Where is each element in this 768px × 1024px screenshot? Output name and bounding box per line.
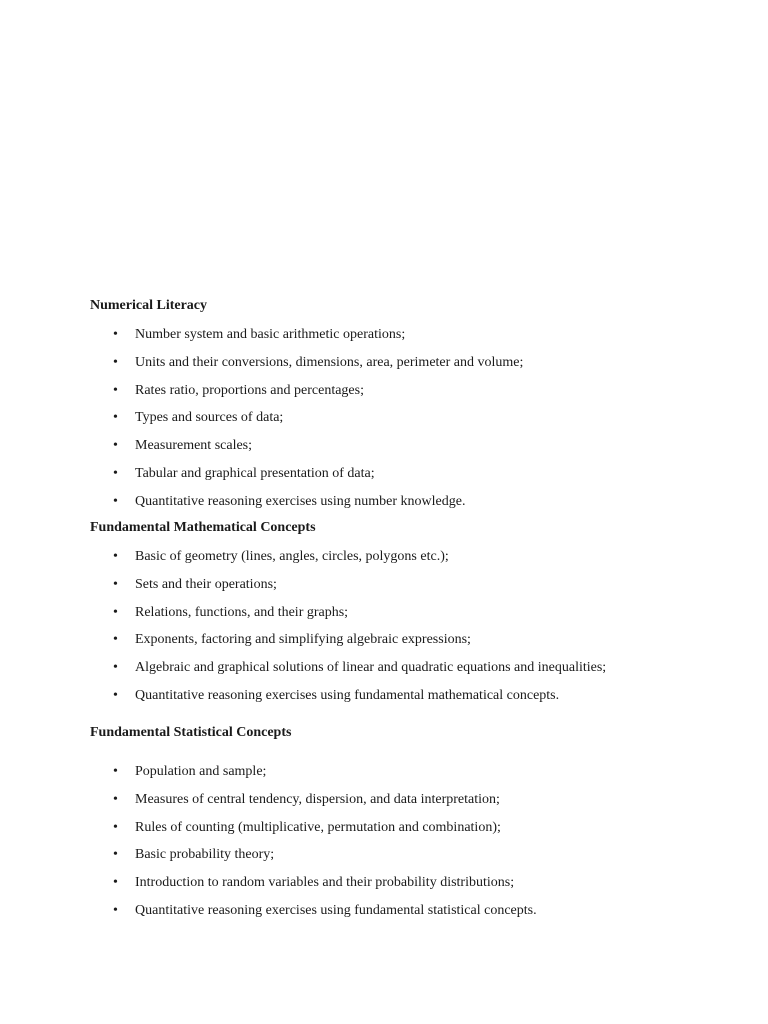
list-item-text: Exponents, factoring and simplifying algebraic expressions; [135,632,471,648]
bullet-icon: • [113,764,118,779]
list-item [90,659,730,677]
list-item [90,604,730,622]
list-item-text: Units and their conversions, dimensions, area, perimeter and volume; [135,354,524,370]
bullet-icon: • [113,687,118,703]
list-item [90,382,730,400]
list-item [90,819,730,837]
list-item-text: Rules of counting (multiplicative, permutation and combination); [135,819,501,835]
list-item-text: Basic of geometry (lines, angles, circles, polygons etc.); [135,549,449,564]
section-heading: Fundamental Mathematical Concepts [90,520,316,535]
list-item [90,548,730,566]
list-item-text: Rates ratio, proportions and percentages; [135,382,364,398]
bullet-icon: • [113,847,118,863]
section-numerical-literacy [90,297,730,521]
section-fundamental-statistical-concepts [90,724,730,930]
bullet-list [90,763,730,920]
list-item [90,354,730,372]
list-item-text: Algebraic and graphical solutions of linear and quadratic equations and inequalities; [135,660,607,676]
list-item-text: Introduction to random variables and their probability distributions; [135,875,515,891]
bullet-icon: • [113,660,118,676]
list-item [90,902,730,920]
bullet-icon: • [113,902,118,918]
list-item-text: Measures of central tendency, dispersion, and data interpretation; [135,791,500,807]
bullet-icon: • [113,465,118,481]
bullet-icon: • [113,549,118,564]
section-fundamental-mathematical-concepts [90,519,730,715]
bullet-list [90,326,730,511]
list-item [90,326,730,344]
list-item [90,874,730,892]
list-item-text: Basic probability theory; [135,847,275,863]
list-item-text: Quantitative reasoning exercises using fundamental mathematical concepts. [135,687,560,703]
bullet-icon: • [113,438,118,454]
bullet-icon: • [113,791,118,807]
list-item-text: Population and sample; [135,764,267,779]
bullet-icon: • [113,493,118,509]
list-item-text: Quantitative reasoning exercises using fundamental statistical concepts. [135,902,537,918]
list-item [90,791,730,809]
bullet-icon: • [113,819,118,835]
list-item [90,465,730,483]
bullet-icon: • [113,354,118,370]
bullet-icon: • [113,382,118,398]
bullet-icon: • [113,576,118,592]
list-item-text: Relations, functions, and their graphs; [135,604,349,620]
list-item-text: Sets and their operations; [135,576,277,592]
list-item-text: Number system and basic arithmetic operations; [135,327,406,342]
list-item [90,409,730,427]
bullet-icon: • [113,875,118,891]
list-item [90,631,730,649]
list-item-text: Measurement scales; [135,438,253,454]
list-item [90,763,730,781]
bullet-icon: • [113,632,118,648]
bullet-icon: • [113,410,118,426]
list-item [90,437,730,455]
bullet-icon: • [113,327,118,342]
list-item-text: Tabular and graphical presentation of data; [135,465,375,481]
list-item-text: Quantitative reasoning exercises using number knowledge. [135,493,466,509]
list-item-text: Types and sources of data; [135,410,284,426]
list-item [90,687,730,705]
bullet-list [90,548,730,705]
list-item [90,493,730,511]
list-item [90,846,730,864]
bullet-icon: • [113,604,118,620]
section-heading: Numerical Literacy [90,298,208,313]
list-item [90,576,730,594]
section-heading: Fundamental Statistical Concepts [90,725,292,740]
